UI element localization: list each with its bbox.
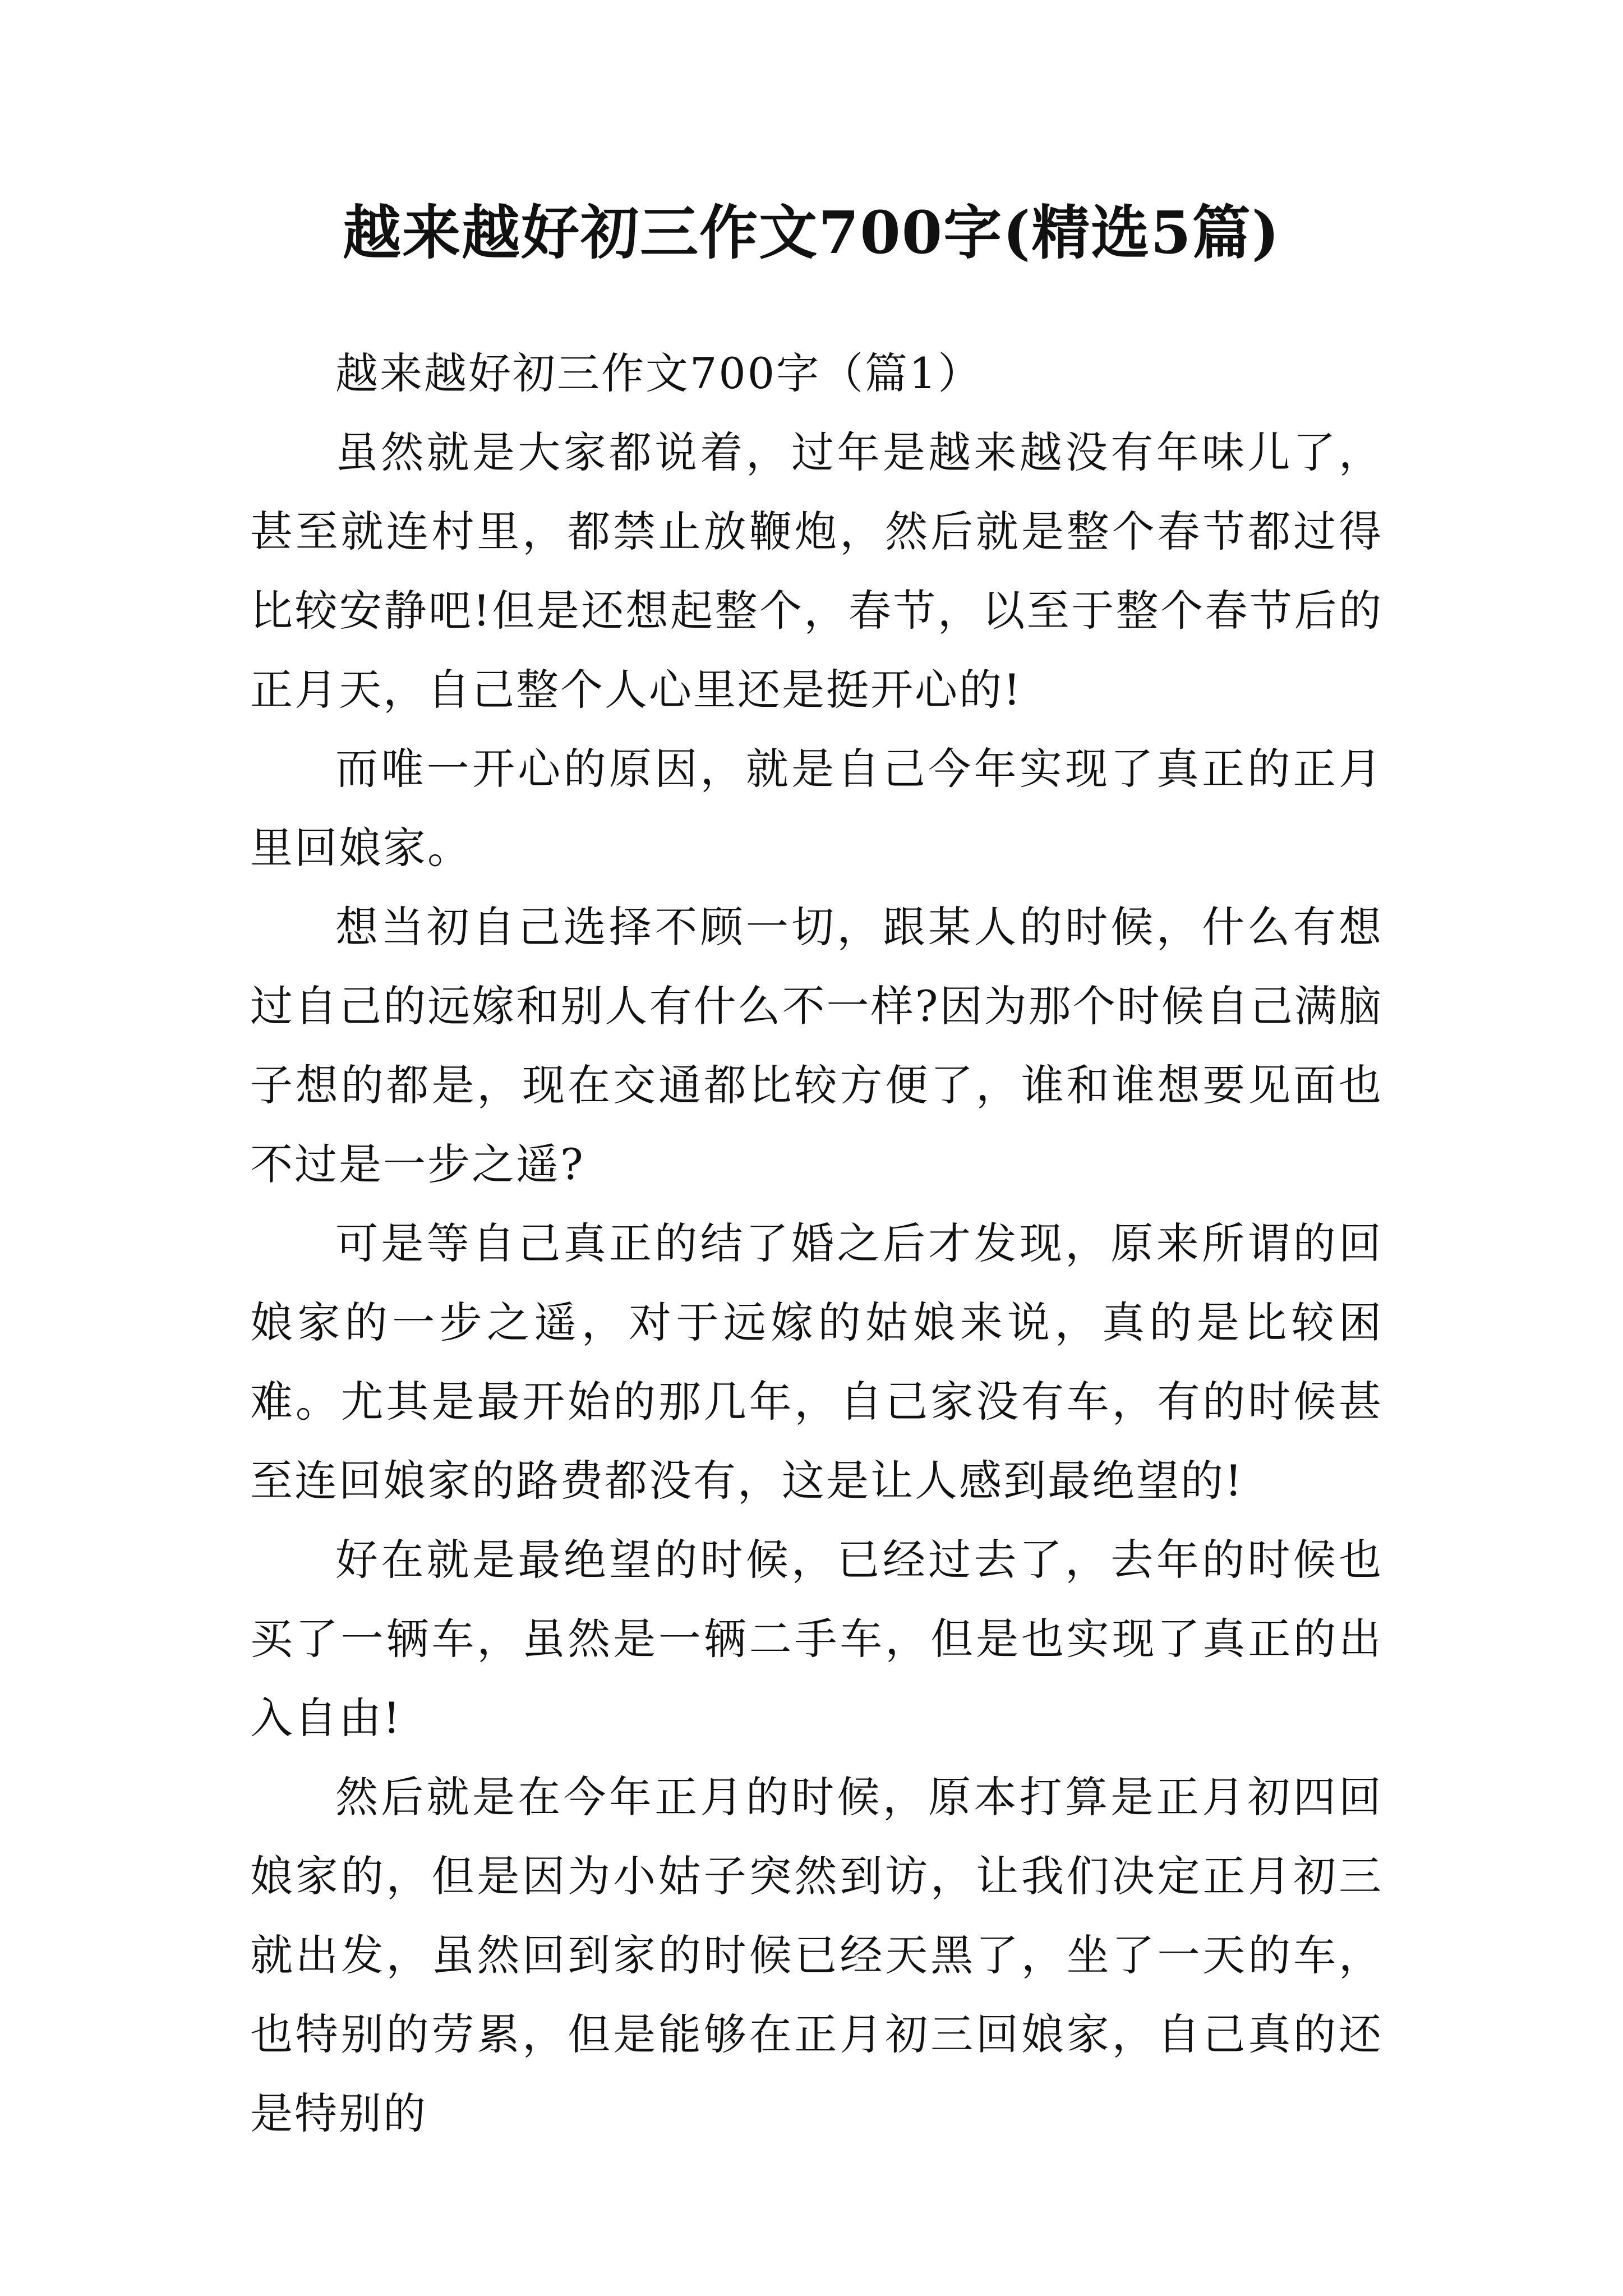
document-body xyxy=(250,334,1383,2153)
document-title: 越来越好初三作文700字(精选5篇) xyxy=(343,198,1280,267)
paragraph: 而唯一开心的原因，就是自己今年实现了真正的正月里回娘家。 xyxy=(250,744,1383,873)
paragraph: 虽然就是大家都说着，过年是越来越没有年味儿了，甚至就连村里，都禁止放鞭炮，然后就是整个春节都过得比较安静吧!但是还想起整个，春节，以至于整个春节后的正月天，自己整个人心里还是挺开心的! xyxy=(250,427,1383,715)
paragraph: 好在就是最绝望的时候，已经过去了，去年的时候也买了一辆车，虽然是一辆二手车，但是也实现了真正的出入自由! xyxy=(250,1535,1383,1743)
paragraph: 想当初自己选择不顾一切，跟某人的时候，什么有想过自己的远嫁和别人有什么不一样?因为那个时候自己满脑子想的都是，现在交通都比较方便了，谁和谁想要见面也不过是一步之遥? xyxy=(250,902,1383,1189)
paragraph: 可是等自己真正的结了婚之后才发现，原来所谓的回娘家的一步之遥，对于远嫁的姑娘来说，真的是比较困难。尤其是最开始的那几年，自己家没有车，有的时候甚至连回娘家的路费都没有，这是让人感到最绝望的! xyxy=(250,1218,1383,1506)
paragraph: 然后就是在今年正月的时候，原本打算是正月初四回娘家的，但是因为小姑子突然到访，让我们决定正月初三就出发，虽然回到家的时候已经天黑了，坐了一天的车，也特别的劳累，但是能够在正月初三回娘家，自己真的还是特别的 xyxy=(250,1772,1383,2138)
section-heading: 越来越好初三作文700字（篇1） xyxy=(335,348,983,398)
